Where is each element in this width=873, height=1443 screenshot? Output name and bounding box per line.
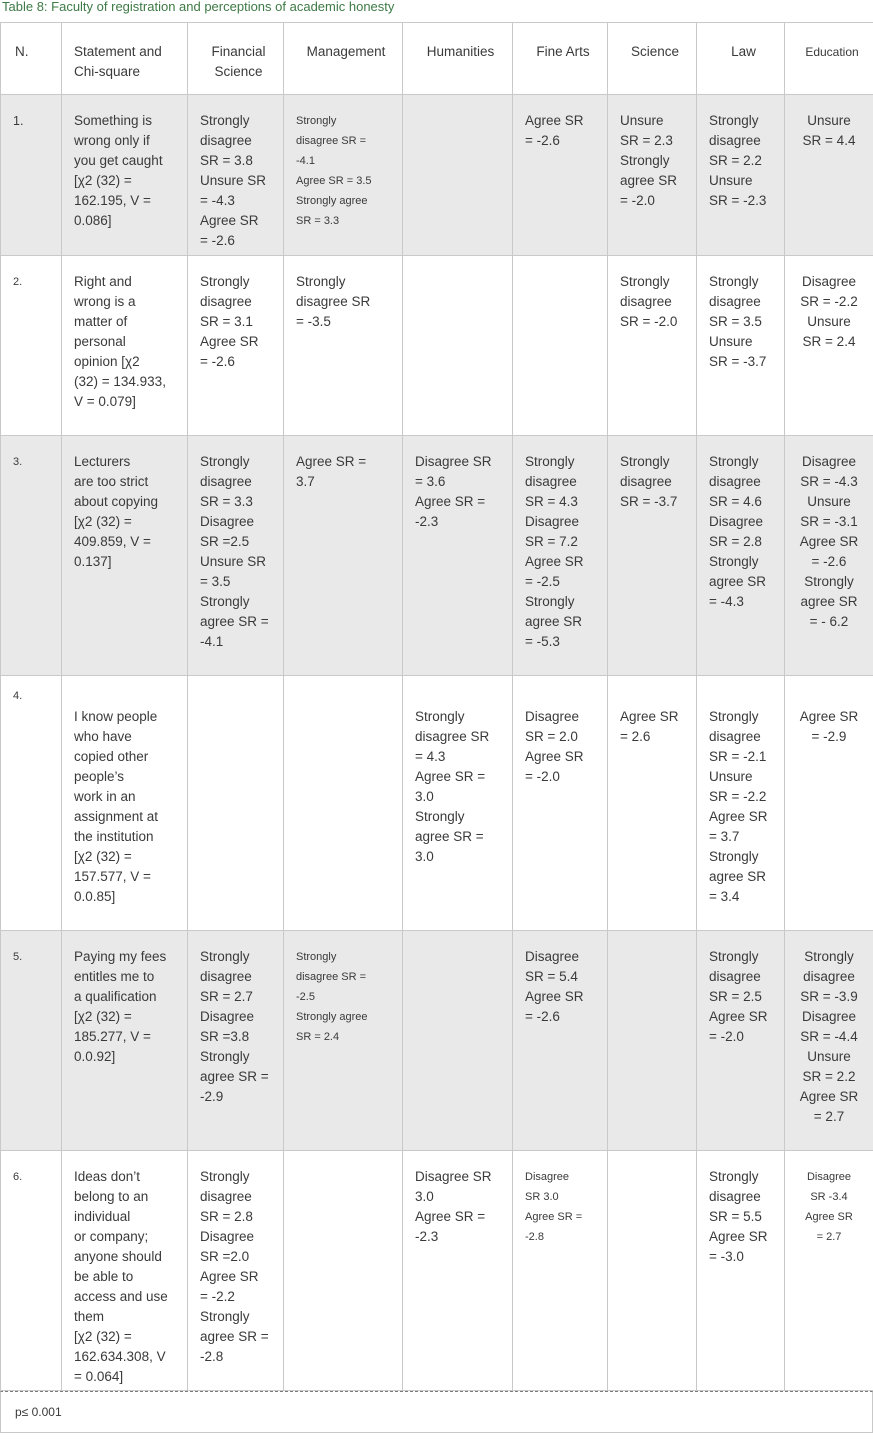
table-row <box>1 676 873 931</box>
science-cell <box>608 1151 697 1391</box>
row-number: 4. <box>1 676 62 931</box>
education-cell: Disagree SR = -4.3 Unsure SR = -3.1 Agree SR = -2.6 Strongly agree SR = - 6.2 <box>785 436 873 676</box>
humanities-cell: Disagree SR 3.0 Agree SR = -2.3 <box>403 1151 513 1391</box>
table-row <box>1 931 873 1151</box>
header-n: N. <box>1 23 62 95</box>
management-cell: Agree SR = 3.7 <box>284 436 403 676</box>
law-cell: Strongly disagree SR = 5.5 Agree SR = -3.0 <box>697 1151 785 1391</box>
science-cell: Agree SR = 2.6 <box>608 676 697 931</box>
fine-arts-cell: Disagree SR = 5.4 Agree SR = -2.6 <box>513 931 608 1151</box>
row-number: 1. <box>1 95 62 256</box>
fine-arts-cell: Agree SR = -2.6 <box>513 95 608 256</box>
significance-note: p≤ 0.001 <box>15 1405 62 1419</box>
table-header-row <box>1 23 873 95</box>
table-row <box>1 95 873 256</box>
header-management: Management <box>284 23 403 95</box>
header-financial-science: Financial Science <box>188 23 284 95</box>
law-cell: Strongly disagree SR = 3.5 Unsure SR = -3.7 <box>697 256 785 436</box>
management-cell: Strongly disagree SR = -2.5 Strongly agree SR = 2.4 <box>284 931 403 1151</box>
humanities-cell <box>403 931 513 1151</box>
header-science: Science <box>608 23 697 95</box>
table-caption: Table 8: Faculty of registration and perceptions of academic honesty <box>2 0 395 14</box>
science-cell <box>608 931 697 1151</box>
humanities-cell: Strongly disagree SR = 4.3 Agree SR = 3.0 Strongly agree SR = 3.0 <box>403 676 513 931</box>
footer-border <box>1 1432 872 1433</box>
education-cell: Disagree SR -3.4 Agree SR = 2.7 <box>785 1151 873 1391</box>
financial-science-cell: Strongly disagree SR = 3.8 Unsure SR = -4.3 Agree SR = -2.6 <box>188 95 284 256</box>
results-table <box>0 22 873 1391</box>
financial-science-cell: Strongly disagree SR = 3.1 Agree SR = -2.6 <box>188 256 284 436</box>
row-number: 3. <box>1 436 62 676</box>
statement-cell: Something is wrong only if you get caught [χ2 (32) = 162.195, V = 0.086] <box>62 95 188 256</box>
humanities-cell <box>403 95 513 256</box>
law-cell: Strongly disagree SR = 4.6 Disagree SR = 2.8 Strongly agree SR = -4.3 <box>697 436 785 676</box>
statement-cell: Lecturers are too strict about copying [χ2 (32) = 409.859, V = 0.137] <box>62 436 188 676</box>
table-footer <box>0 1391 873 1433</box>
education-cell: Unsure SR = 4.4 <box>785 95 873 256</box>
fine-arts-cell <box>513 256 608 436</box>
results-table-wrapper <box>0 22 873 1433</box>
management-cell: Strongly disagree SR = -3.5 <box>284 256 403 436</box>
statement-cell: Paying my fees entitles me to a qualification [χ2 (32) = 185.277, V = 0.0.92] <box>62 931 188 1151</box>
header-education: Education <box>785 23 873 95</box>
management-cell: Strongly disagree SR = -4.1 Agree SR = 3.5 Strongly agree SR = 3.3 <box>284 95 403 256</box>
financial-science-cell: Strongly disagree SR = 2.8 Disagree SR =2.0 Agree SR = -2.2 Strongly agree SR = -2.8 <box>188 1151 284 1391</box>
financial-science-cell: Strongly disagree SR = 3.3 Disagree SR =2.5 Unsure SR = 3.5 Strongly agree SR = -4.1 <box>188 436 284 676</box>
statement-cell: Ideas don’t belong to an individual or company; anyone should be able to access and use them [χ2 (32) = 162.634.308, V = 0.064] <box>62 1151 188 1391</box>
header-statement: Statement and Chi-square <box>62 23 188 95</box>
row-number: 6. <box>1 1151 62 1391</box>
management-cell <box>284 1151 403 1391</box>
financial-science-cell <box>188 676 284 931</box>
education-cell: Strongly disagree SR = -3.9 Disagree SR = -4.4 Unsure SR = 2.2 Agree SR = 2.7 <box>785 931 873 1151</box>
law-cell: Strongly disagree SR = 2.2 Unsure SR = -2.3 <box>697 95 785 256</box>
management-cell <box>284 676 403 931</box>
table-row <box>1 436 873 676</box>
fine-arts-cell: Disagree SR = 2.0 Agree SR = -2.0 <box>513 676 608 931</box>
fine-arts-cell: Strongly disagree SR = 4.3 Disagree SR = 7.2 Agree SR = -2.5 Strongly agree SR = -5.3 <box>513 436 608 676</box>
row-number: 2. <box>1 256 62 436</box>
fine-arts-cell: Disagree SR 3.0 Agree SR = -2.8 <box>513 1151 608 1391</box>
humanities-cell <box>403 256 513 436</box>
science-cell: Strongly disagree SR = -3.7 <box>608 436 697 676</box>
table-row <box>1 1151 873 1391</box>
header-fine-arts: Fine Arts <box>513 23 608 95</box>
education-cell: Agree SR = -2.9 <box>785 676 873 931</box>
statement-cell: I know people who have copied other people’s work in an assignment at the institution [χ2 (32) = 157.577, V = 0.0.85] <box>62 676 188 931</box>
science-cell: Strongly disagree SR = -2.0 <box>608 256 697 436</box>
header-humanities: Humanities <box>403 23 513 95</box>
financial-science-cell: Strongly disagree SR = 2.7 Disagree SR =3.8 Strongly agree SR = -2.9 <box>188 931 284 1151</box>
law-cell: Strongly disagree SR = 2.5 Agree SR = -2.0 <box>697 931 785 1151</box>
statement-cell: Right and wrong is a matter of personal opinion [χ2 (32) = 134.933, V = 0.079] <box>62 256 188 436</box>
header-law: Law <box>697 23 785 95</box>
science-cell: Unsure SR = 2.3 Strongly agree SR = -2.0 <box>608 95 697 256</box>
humanities-cell: Disagree SR = 3.6 Agree SR = -2.3 <box>403 436 513 676</box>
table-row <box>1 256 873 436</box>
row-number: 5. <box>1 931 62 1151</box>
education-cell: Disagree SR = -2.2 Unsure SR = 2.4 <box>785 256 873 436</box>
law-cell: Strongly disagree SR = -2.1 Unsure SR = -2.2 Agree SR = 3.7 Strongly agree SR = 3.4 <box>697 676 785 931</box>
